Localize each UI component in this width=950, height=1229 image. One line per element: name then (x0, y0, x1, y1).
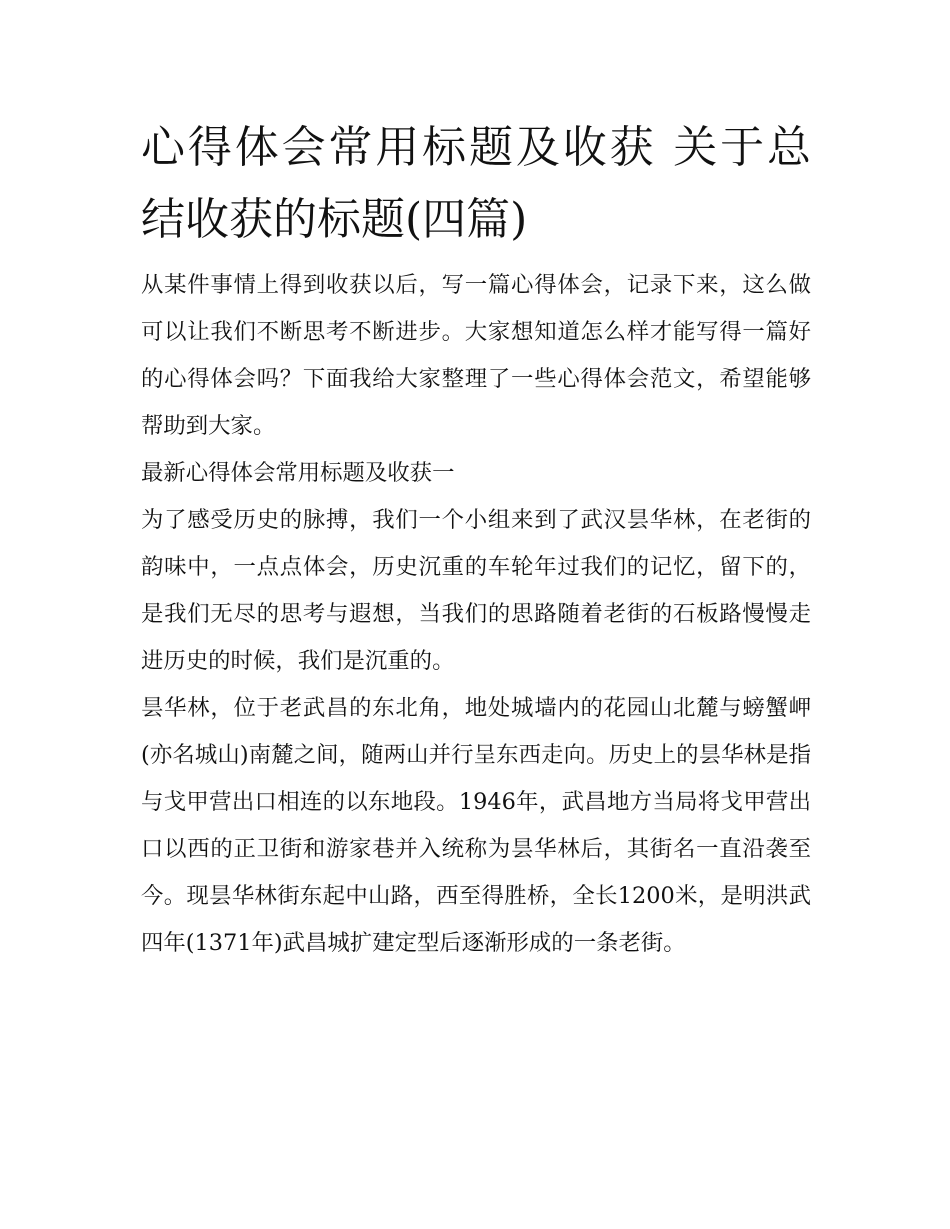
document-body (141, 112, 811, 967)
document-title: 心得体会常用标题及收获 关于总结收获的标题(四篇) (141, 122, 811, 245)
intro-paragraph: 从某件事情上得到收获以后，写一篇心得体会，记录下来，这么做可以让我们不断思考不断进步。大家想知道怎么样才能写得一篇好的心得体会吗？下面我给大家整理了一些心得体会范文，希望能够帮助到大家。 (141, 272, 811, 439)
body-paragraph: 昙华林，位于老武昌的东北角，地处城墙内的花园山北麓与螃蟹岬(亦名城山)南麓之间，随两山并行呈东西走向。历史上的昙华林是指与戈甲营出口相连的以东地段。1946年，武昌地方当局将戈甲营出口以西的正卫街和游家巷并入统称为昙华林后，其街名一直沿袭至今。现昙华林街东起中山路，西至得胜桥，全长1200米，是明洪武四年(1371年)武昌城扩建定型后逐渐形成的一条老街。 (141, 695, 811, 956)
body-paragraph: 为了感受历史的脉搏，我们一个小组来到了武汉昙华林，在老街的韵味中，一点点体会，历史沉重的车轮年过我们的记忆，留下的，是我们无尽的思考与遐想，当我们的思路随着老街的石板路慢慢走进历史的时候，我们是沉重的。 (141, 507, 811, 674)
section-heading: 最新心得体会常用标题及收获一 (141, 460, 455, 486)
